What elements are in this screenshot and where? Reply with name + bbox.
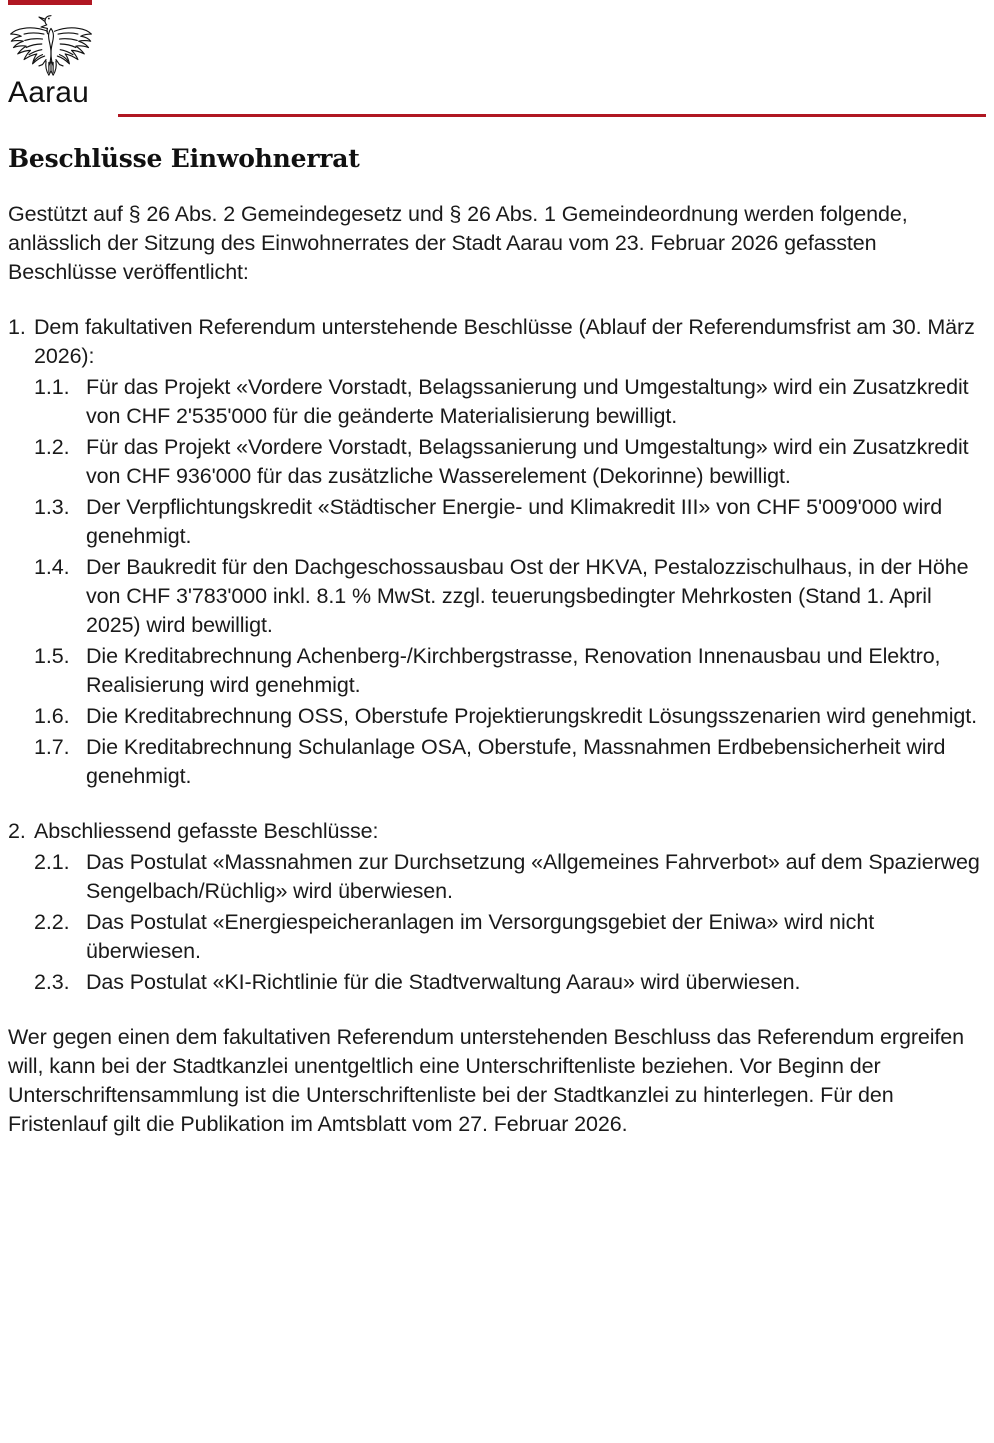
list-item-text: Der Baukredit für den Dachgeschossausbau Ost der HKVA, Pestalozzischulhaus, in der Höhe von CHF 3'783'000 inkl. 8.1 % MwSt. zzgl. teuerungsbedingter Mehrkosten (Stand 1. April 2025) wird bewilligt. bbox=[86, 555, 969, 637]
list-item-text: Das Postulat «Massnahmen zur Durchsetzung «Allgemeines Fahrverbot» auf dem Spazierweg Sengelbach/Rüchlig» wird überwiesen. bbox=[86, 850, 980, 903]
list-item-text: Das Postulat «KI-Richtlinie für die Stadtverwaltung Aarau» wird überwiesen. bbox=[86, 970, 801, 994]
list-item-text: Für das Projekt «Vordere Vorstadt, Belagssanierung und Umgestaltung» wird ein Zusatzkredit von CHF 2'535'000 für die geänderte Materialisierung bewilligt. bbox=[86, 375, 969, 428]
city-name-label: Aarau bbox=[8, 76, 90, 109]
list-item bbox=[8, 493, 986, 551]
list-item bbox=[8, 908, 986, 966]
list-item-text: Der Verpflichtungskredit «Städtischer Energie- und Klimakredit III» von CHF 5'009'000 wird genehmigt. bbox=[86, 495, 943, 548]
list-item bbox=[8, 553, 986, 640]
list-item bbox=[8, 702, 986, 731]
section-number: 2. bbox=[8, 819, 26, 843]
section-number: 1. bbox=[8, 315, 26, 339]
list-item-number: 2.1. bbox=[34, 850, 70, 874]
list-item-number: 1.1. bbox=[34, 375, 70, 399]
list-item bbox=[8, 848, 986, 906]
list-item-text: Für das Projekt «Vordere Vorstadt, Belagssanierung und Umgestaltung» wird ein Zusatzkredit von CHF 936'000 für das zusätzliche Wasserelement (Dekorinne) bewilligt. bbox=[86, 435, 969, 488]
list-item-number: 1.4. bbox=[34, 555, 70, 579]
list-item-number: 2.2. bbox=[34, 910, 70, 934]
section-title: Dem fakultativen Referendum unterstehende Beschlüsse (Ablauf der Referendumsfrist am 30. März 2026): bbox=[34, 315, 975, 368]
list-item-text: Die Kreditabrechnung Schulanlage OSA, Oberstufe, Massnahmen Erdbebensicherheit wird genehmigt. bbox=[86, 735, 946, 788]
list-item bbox=[8, 373, 986, 431]
list-item-text: Die Kreditabrechnung Achenberg-/Kirchbergstrasse, Renovation Innenausbau und Elektro, Realisierung wird genehmigt. bbox=[86, 644, 941, 697]
header-accent-bar bbox=[8, 0, 92, 5]
closing-paragraph: Wer gegen einen dem fakultativen Referendum unterstehenden Beschluss das Referendum ergreifen will, kann bei der Stadtkanzlei unentgeltlich eine Unterschriftenliste beziehen. Vor Beginn der Unterschriftensammlung ist die Unterschriftenliste bei der Stadtkanzlei zu hinterlegen. Für den Fristenlauf gilt die Publikation im Amtsblatt vom 27. Februar 2026. bbox=[8, 1025, 964, 1136]
list-item-number: 1.5. bbox=[34, 644, 70, 668]
list-item-text: Das Postulat «Energiespeicheranlagen im Versorgungsgebiet der Eniwa» wird nicht überwiesen. bbox=[86, 910, 875, 963]
city-logo bbox=[8, 10, 104, 110]
list-item bbox=[8, 968, 986, 997]
list-item-number: 1.2. bbox=[34, 435, 70, 459]
list-item-number: 1.3. bbox=[34, 495, 70, 519]
section-title: Abschliessend gefasste Beschlüsse: bbox=[34, 819, 379, 843]
list-item bbox=[8, 433, 986, 491]
list-item bbox=[8, 733, 986, 791]
intro-paragraph: Gestützt auf § 26 Abs. 2 Gemeindegesetz und § 26 Abs. 1 Gemeindeordnung werden folgende, anlässlich der Sitzung des Einwohnerrates der Stadt Aarau vom 23. Februar 2026 gefassten Beschlüsse veröffentlicht: bbox=[8, 202, 908, 284]
section-heading bbox=[8, 313, 986, 371]
header-divider bbox=[118, 114, 986, 117]
section-heading bbox=[8, 817, 986, 846]
list-item bbox=[8, 642, 986, 700]
list-item-number: 1.6. bbox=[34, 704, 70, 728]
list-item-number: 1.7. bbox=[34, 735, 70, 759]
list-item-number: 2.3. bbox=[34, 970, 70, 994]
page-title: Beschlüsse Einwohnerrat bbox=[8, 144, 360, 173]
page-header bbox=[8, 0, 986, 128]
list-item-text: Die Kreditabrechnung OSS, Oberstufe Projektierungskredit Lösungsszenarien wird genehmigt. bbox=[86, 704, 978, 728]
aarau-eagle-coat-of-arms-icon bbox=[8, 10, 94, 78]
